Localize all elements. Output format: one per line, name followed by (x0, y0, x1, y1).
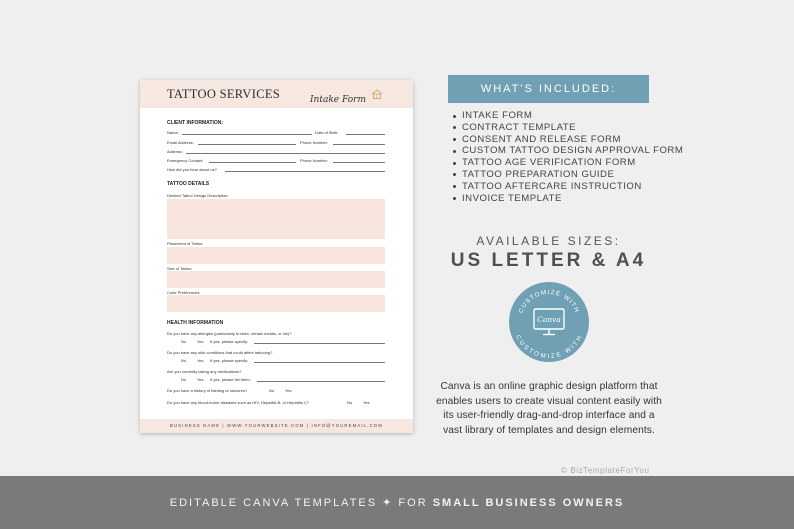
emergency-label: Emergency Contact: (167, 158, 204, 163)
list-item: CONSENT AND RELEASE FORM (450, 134, 683, 146)
copyright-notice: © BizTemplateForYou (561, 466, 650, 475)
specify-label: If yes, please specify: (210, 358, 249, 363)
badge-screen-text: Canva (537, 315, 561, 324)
customize-with-canva-badge (508, 281, 590, 363)
specify-line (254, 362, 385, 363)
address-line (186, 153, 385, 154)
placement-box (167, 247, 385, 264)
option-yes: Yes (197, 339, 204, 344)
list-label: If yes, please list them: (210, 377, 251, 382)
form-title: TATTOO SERVICES (167, 87, 281, 101)
name-label: Name: (167, 130, 179, 135)
badge-top-text: CUSTOMIZE WITH (517, 288, 581, 315)
specify-line (254, 343, 385, 344)
question-fainting: Do you have a history of fainting or seizures? (167, 388, 248, 393)
dob-line (346, 134, 385, 135)
option-yes: Yes (363, 400, 370, 405)
tattoo-details-heading: TATTOO DETAILS (167, 181, 210, 187)
bottom-banner (0, 476, 794, 529)
list-item: INTAKE FORM (450, 110, 683, 122)
option-no: No (181, 377, 187, 382)
size-box (167, 271, 385, 288)
list-item: CONTRACT TEMPLATE (450, 122, 683, 134)
list-item: CUSTOM TATTOO DESIGN APPROVAL FORM (450, 145, 683, 157)
option-no: No (347, 400, 353, 405)
specify-label: If yes, please specify: (210, 339, 249, 344)
color-box (167, 295, 385, 312)
email-label: Email Address: (167, 140, 194, 145)
option-yes: Yes (197, 358, 204, 363)
question-medications: Are you currently taking any medications? (167, 369, 242, 374)
address-label: Address: (167, 149, 183, 154)
emergency-line (209, 162, 296, 163)
list-line (257, 381, 385, 382)
form-script-title: Intake Form (310, 95, 366, 105)
design-label: Desired Tattoo Design Description: (167, 193, 229, 198)
phone2-label: Phone Number: (300, 158, 329, 163)
intake-form-preview (140, 80, 413, 433)
dob-label: Date of Birth: (315, 130, 339, 135)
phone-label: Phone Number: (300, 140, 329, 145)
available-sizes-label: AVAILABLE SIZES: (476, 234, 621, 248)
question-skin: Do you have any skin conditions that could affect tattooing? (167, 350, 273, 355)
form-footer-band (140, 419, 413, 433)
list-item: TATTOO AFTERCARE INSTRUCTION (450, 181, 683, 193)
badge-bottom-text: CUSTOMIZE WITH (514, 333, 584, 361)
client-info-heading: CLIENT INFORMATION: (167, 120, 224, 126)
color-label: Color Preferences: (167, 290, 201, 295)
heard-label: How did you hear about us? (167, 167, 217, 172)
question-allergies: Do you have any allergies (particularly to latex, certain metals, or ink)? (167, 331, 292, 336)
list-item: INVOICE TEMPLATE (450, 193, 683, 205)
included-list (450, 110, 683, 204)
option-yes: Yes (285, 388, 292, 393)
bottom-banner-text (0, 496, 794, 509)
name-line (182, 134, 312, 135)
health-info-heading: HEALTH INFORMATION (167, 320, 224, 326)
bottom-banner-emphasis: SMALL BUSINESS OWNERS (432, 497, 625, 509)
list-item: TATTOO AGE VERIFICATION FORM (450, 157, 683, 169)
option-no: No (269, 388, 275, 393)
email-line (198, 144, 296, 145)
whats-included-heading: WHAT'S INCLUDED: (448, 75, 649, 103)
size-label: Size of Tattoo: (167, 266, 193, 271)
option-no: No (181, 358, 187, 363)
option-no: No (181, 339, 187, 344)
available-sizes-value: US LETTER & A4 (450, 250, 647, 271)
list-item: TATTOO PREPARATION GUIDE (450, 169, 683, 181)
form-footer-text: BUSINESS NAME | WWW.YOURWEBSITE.COM | INFO@YOUREMAIL.COM (170, 423, 383, 428)
placement-label: Placement of Tattoo: (167, 241, 204, 246)
studio-logo-icon (371, 89, 383, 99)
bottom-banner-prefix: EDITABLE CANVA TEMPLATES ✦ FOR (169, 497, 433, 509)
heard-line (225, 171, 385, 172)
design-box (167, 199, 385, 239)
option-yes: Yes (197, 377, 204, 382)
phone-line (333, 144, 385, 145)
canva-description: Canva is an online graphic design platform that enables users to create visual content easily with its user-friendly drag-and-drop interface and a vast library of templates and design elements. (436, 381, 662, 436)
question-blood-diseases: Do you have any blood-borne diseases such as HIV, Hepatitis B, or Hepatitis C? (167, 400, 309, 405)
phone2-line (333, 162, 385, 163)
